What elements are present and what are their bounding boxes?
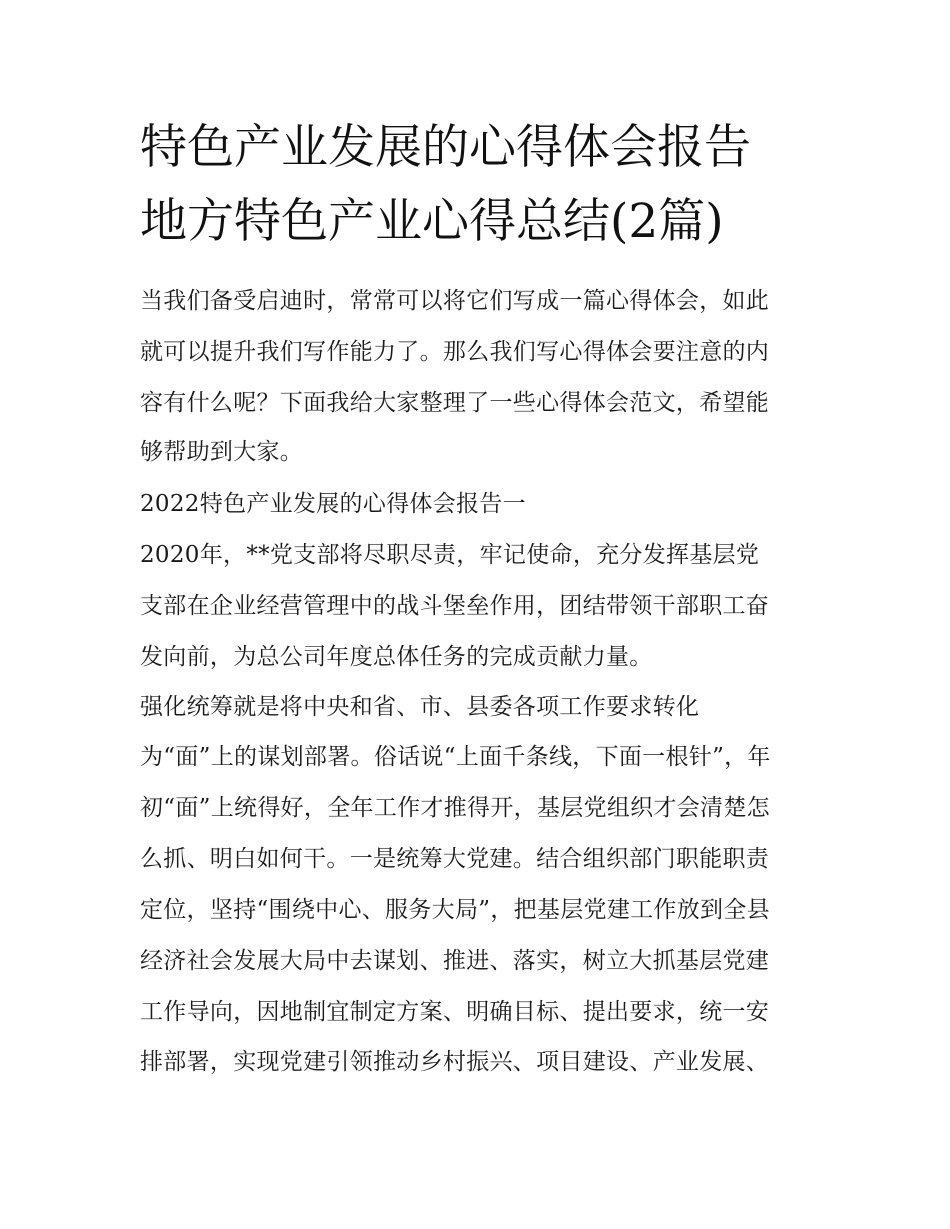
- section-heading: 2022特色产业发展的心得体会报告一: [140, 491, 526, 517]
- body-line: 够帮助到大家。: [140, 439, 304, 465]
- body-line: 强化统筹就是将中央和省、市、县委各项工作要求转化: [140, 694, 700, 720]
- body-line: 当我们备受启迪时，常常可以将它们写成一篇心得体会，如此: [140, 288, 770, 314]
- body-line: 2020年，**党支部将尽职尽责，牢记使命，充分发挥基层党: [140, 542, 760, 568]
- body-line: 发向前，为总公司年度总体任务的完成贡献力量。: [140, 644, 653, 670]
- body-line: 工作导向，因地制宜制定方案、明确目标、提出要求，统一安: [140, 999, 770, 1025]
- body-line: 排部署，实现党建引领推动乡村振兴、项目建设、产业发展、: [140, 1049, 770, 1075]
- document-title-line-2: 地方特色产业心得总结(2篇): [140, 194, 724, 249]
- body-line: 容有什么呢？下面我给大家整理了一些心得体会范文，希望能: [140, 390, 770, 416]
- document-title-line-1: 特色产业发展的心得体会报告: [140, 120, 751, 175]
- body-line: 么抓、明白如何干。一是统筹大党建。结合组织部门职能职责: [140, 846, 770, 872]
- body-line: 就可以提升我们写作能力了。那么我们写心得体会要注意的内: [140, 339, 770, 365]
- body-line: 定位，坚持“围绕中心、服务大局”，把基层党建工作放到全县: [140, 897, 770, 923]
- body-line: 初“面”上统得好，全年工作才推得开，基层党组织才会清楚怎: [140, 795, 770, 821]
- body-line: 经济社会发展大局中去谋划、推进、落实，树立大抓基层党建: [140, 948, 770, 974]
- body-line: 支部在企业经营管理中的战斗堡垒作用，团结带领干部职工奋: [140, 593, 770, 619]
- body-line: 为“面”上的谋划部署。俗话说“上面千条线，下面一根针”，年: [140, 744, 771, 770]
